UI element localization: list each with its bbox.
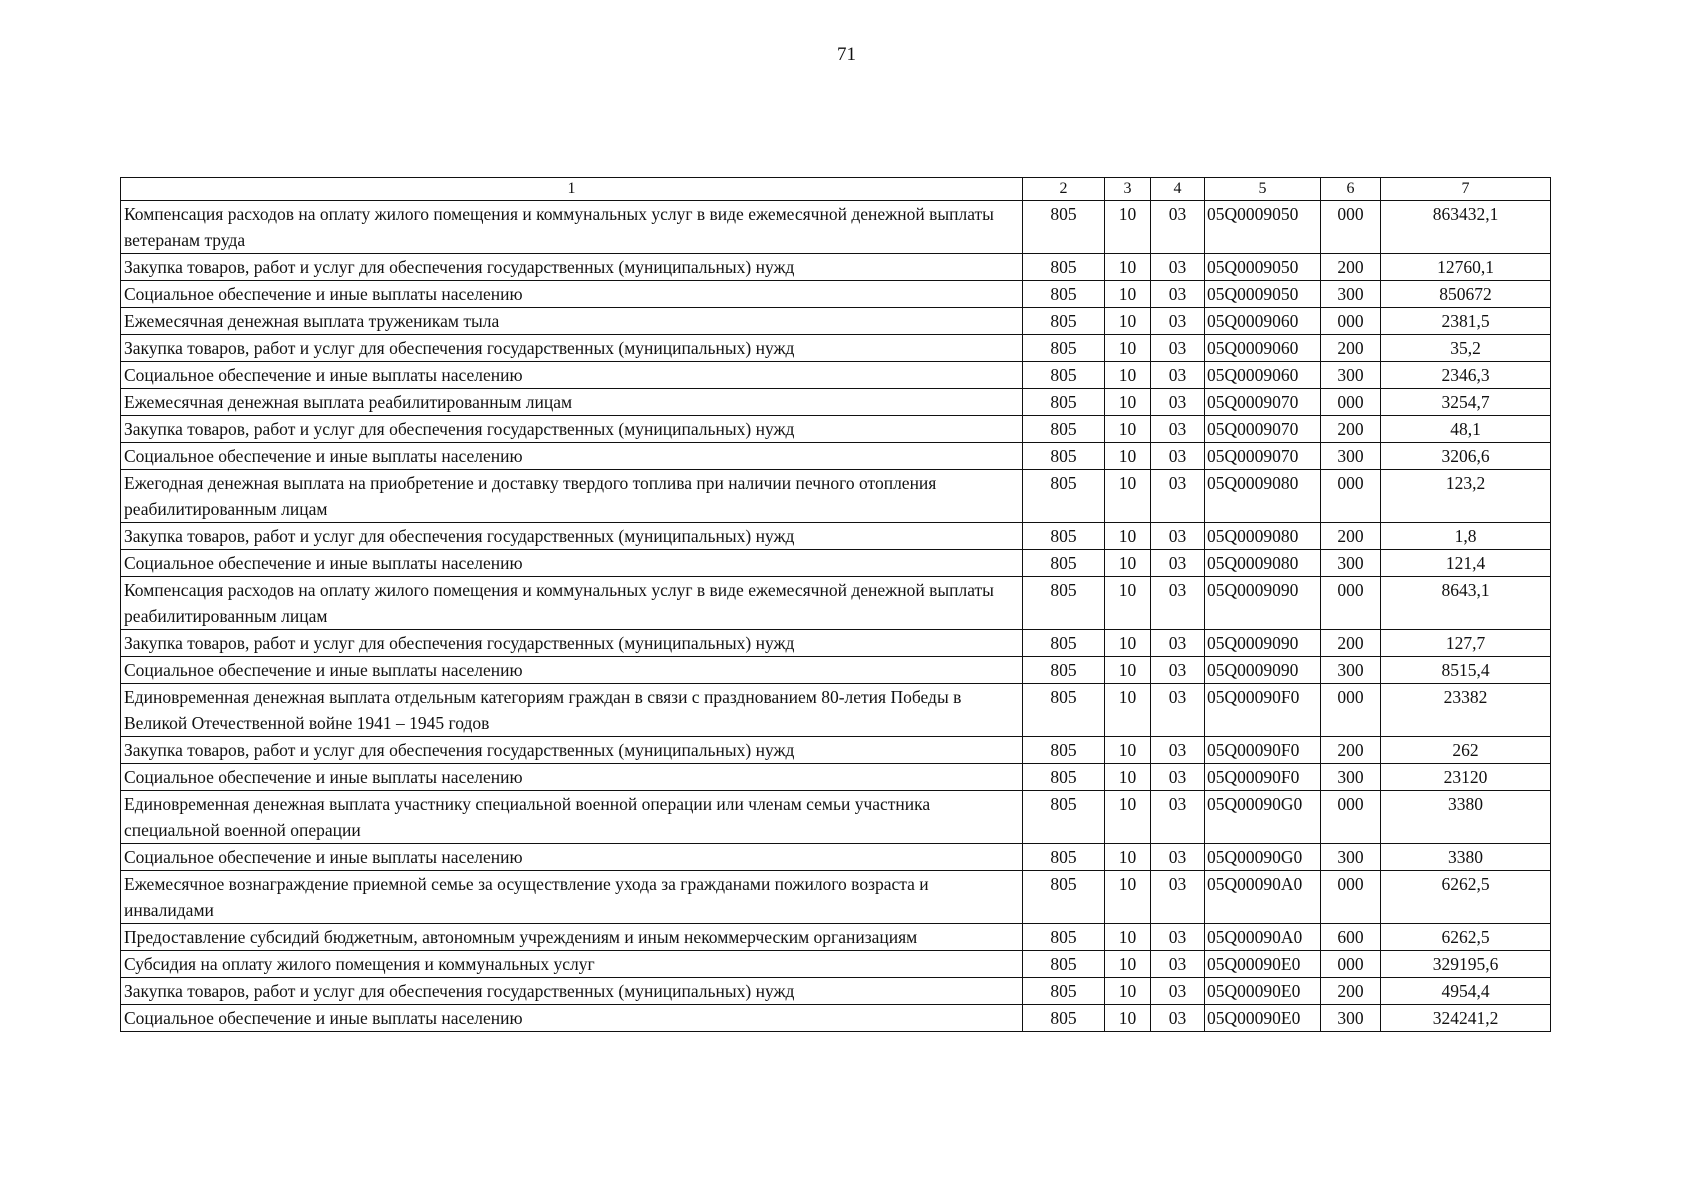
cell-section-code: 10	[1105, 684, 1151, 737]
cell-section-code: 10	[1105, 577, 1151, 630]
table-header-row	[121, 178, 1551, 201]
cell-subsection-code: 03	[1151, 254, 1205, 281]
cell-expense-name: Социальное обеспечение и иные выплаты населению	[121, 764, 1023, 791]
cell-expense-type-code: 300	[1321, 443, 1381, 470]
cell-subsection-code: 03	[1151, 791, 1205, 844]
cell-expense-name: Социальное обеспечение и иные выплаты населению	[121, 281, 1023, 308]
cell-expense-type-code: 000	[1321, 470, 1381, 523]
cell-target-article-code: 05Q0009060	[1205, 362, 1321, 389]
cell-section-code: 10	[1105, 201, 1151, 254]
cell-amount: 262	[1381, 737, 1551, 764]
cell-subsection-code: 03	[1151, 308, 1205, 335]
cell-subsection-code: 03	[1151, 630, 1205, 657]
cell-expense-type-code: 000	[1321, 308, 1381, 335]
cell-expense-type-code: 200	[1321, 523, 1381, 550]
cell-ministry-code: 805	[1023, 924, 1105, 951]
cell-ministry-code: 805	[1023, 871, 1105, 924]
cell-subsection-code: 03	[1151, 201, 1205, 254]
cell-section-code: 10	[1105, 924, 1151, 951]
cell-ministry-code: 805	[1023, 684, 1105, 737]
table-row	[121, 550, 1551, 577]
table-row	[121, 443, 1551, 470]
cell-target-article-code: 05Q0009060	[1205, 308, 1321, 335]
cell-target-article-code: 05Q00090E0	[1205, 978, 1321, 1005]
table-row	[121, 362, 1551, 389]
column-header-5: 5	[1205, 178, 1321, 201]
cell-target-article-code: 05Q0009060	[1205, 335, 1321, 362]
cell-subsection-code: 03	[1151, 737, 1205, 764]
cell-expense-name: Социальное обеспечение и иные выплаты населению	[121, 1005, 1023, 1032]
cell-subsection-code: 03	[1151, 951, 1205, 978]
cell-subsection-code: 03	[1151, 978, 1205, 1005]
cell-amount: 8643,1	[1381, 577, 1551, 630]
cell-section-code: 10	[1105, 978, 1151, 1005]
cell-amount: 3254,7	[1381, 389, 1551, 416]
column-header-2: 2	[1023, 178, 1105, 201]
cell-expense-type-code: 300	[1321, 362, 1381, 389]
cell-subsection-code: 03	[1151, 844, 1205, 871]
cell-ministry-code: 805	[1023, 657, 1105, 684]
cell-expense-type-code: 200	[1321, 254, 1381, 281]
cell-amount: 329195,6	[1381, 951, 1551, 978]
cell-amount: 121,4	[1381, 550, 1551, 577]
cell-expense-type-code: 300	[1321, 1005, 1381, 1032]
cell-target-article-code: 05Q00090F0	[1205, 764, 1321, 791]
cell-section-code: 10	[1105, 335, 1151, 362]
cell-target-article-code: 05Q00090A0	[1205, 871, 1321, 924]
table-row	[121, 308, 1551, 335]
cell-amount: 35,2	[1381, 335, 1551, 362]
column-header-4: 4	[1151, 178, 1205, 201]
table-row	[121, 416, 1551, 443]
cell-section-code: 10	[1105, 630, 1151, 657]
cell-ministry-code: 805	[1023, 550, 1105, 577]
budget-table	[120, 177, 1551, 1032]
table-row	[121, 978, 1551, 1005]
cell-expense-name: Социальное обеспечение и иные выплаты населению	[121, 362, 1023, 389]
column-header-6: 6	[1321, 178, 1381, 201]
cell-ministry-code: 805	[1023, 630, 1105, 657]
cell-expense-name: Социальное обеспечение и иные выплаты населению	[121, 844, 1023, 871]
column-header-7: 7	[1381, 178, 1551, 201]
cell-expense-name: Ежемесячное вознаграждение приемной семье за осуществление ухода за гражданами пожилого возраста и инвалидами	[121, 871, 1023, 924]
cell-expense-type-code: 200	[1321, 416, 1381, 443]
cell-amount: 23120	[1381, 764, 1551, 791]
cell-subsection-code: 03	[1151, 577, 1205, 630]
cell-section-code: 10	[1105, 1005, 1151, 1032]
cell-expense-name: Закупка товаров, работ и услуг для обеспечения государственных (муниципальных) нужд	[121, 737, 1023, 764]
cell-expense-name: Социальное обеспечение и иные выплаты населению	[121, 550, 1023, 577]
cell-expense-type-code: 300	[1321, 550, 1381, 577]
cell-ministry-code: 805	[1023, 1005, 1105, 1032]
cell-section-code: 10	[1105, 362, 1151, 389]
cell-expense-name: Социальное обеспечение и иные выплаты населению	[121, 443, 1023, 470]
cell-subsection-code: 03	[1151, 416, 1205, 443]
cell-amount: 48,1	[1381, 416, 1551, 443]
table-row	[121, 577, 1551, 630]
cell-expense-type-code: 000	[1321, 577, 1381, 630]
cell-section-code: 10	[1105, 871, 1151, 924]
cell-target-article-code: 05Q00090E0	[1205, 1005, 1321, 1032]
cell-target-article-code: 05Q00090G0	[1205, 844, 1321, 871]
cell-ministry-code: 805	[1023, 737, 1105, 764]
cell-expense-type-code: 300	[1321, 764, 1381, 791]
cell-amount: 123,2	[1381, 470, 1551, 523]
table-row	[121, 630, 1551, 657]
cell-subsection-code: 03	[1151, 684, 1205, 737]
cell-amount: 3380	[1381, 844, 1551, 871]
cell-amount: 4954,4	[1381, 978, 1551, 1005]
cell-target-article-code: 05Q0009070	[1205, 416, 1321, 443]
cell-expense-name: Закупка товаров, работ и услуг для обеспечения государственных (муниципальных) нужд	[121, 523, 1023, 550]
cell-expense-type-code: 000	[1321, 871, 1381, 924]
cell-subsection-code: 03	[1151, 871, 1205, 924]
cell-amount: 1,8	[1381, 523, 1551, 550]
cell-target-article-code: 05Q0009080	[1205, 523, 1321, 550]
cell-expense-name: Закупка товаров, работ и услуг для обеспечения государственных (муниципальных) нужд	[121, 978, 1023, 1005]
cell-expense-type-code: 000	[1321, 201, 1381, 254]
cell-amount: 850672	[1381, 281, 1551, 308]
cell-ministry-code: 805	[1023, 389, 1105, 416]
cell-section-code: 10	[1105, 416, 1151, 443]
table-body	[121, 201, 1551, 1032]
cell-expense-type-code: 300	[1321, 844, 1381, 871]
cell-ministry-code: 805	[1023, 201, 1105, 254]
cell-ministry-code: 805	[1023, 308, 1105, 335]
cell-amount: 2346,3	[1381, 362, 1551, 389]
table-row	[121, 764, 1551, 791]
cell-expense-type-code: 000	[1321, 951, 1381, 978]
cell-subsection-code: 03	[1151, 389, 1205, 416]
cell-subsection-code: 03	[1151, 550, 1205, 577]
cell-target-article-code: 05Q00090G0	[1205, 791, 1321, 844]
cell-ministry-code: 805	[1023, 281, 1105, 308]
table-row	[121, 924, 1551, 951]
table-row	[121, 951, 1551, 978]
cell-amount: 6262,5	[1381, 924, 1551, 951]
cell-expense-name: Закупка товаров, работ и услуг для обеспечения государственных (муниципальных) нужд	[121, 335, 1023, 362]
cell-subsection-code: 03	[1151, 281, 1205, 308]
column-header-1: 1	[121, 178, 1023, 201]
table-row	[121, 470, 1551, 523]
cell-expense-name: Закупка товаров, работ и услуг для обеспечения государственных (муниципальных) нужд	[121, 630, 1023, 657]
cell-amount: 2381,5	[1381, 308, 1551, 335]
cell-target-article-code: 05Q00090F0	[1205, 737, 1321, 764]
column-header-3: 3	[1105, 178, 1151, 201]
cell-target-article-code: 05Q0009050	[1205, 281, 1321, 308]
cell-section-code: 10	[1105, 281, 1151, 308]
table-row	[121, 871, 1551, 924]
cell-expense-name: Компенсация расходов на оплату жилого помещения и коммунальных услуг в виде ежемесячной денежной выплаты ветеранам труда	[121, 201, 1023, 254]
cell-ministry-code: 805	[1023, 844, 1105, 871]
table-row	[121, 844, 1551, 871]
table-row	[121, 523, 1551, 550]
cell-subsection-code: 03	[1151, 362, 1205, 389]
cell-section-code: 10	[1105, 550, 1151, 577]
cell-section-code: 10	[1105, 443, 1151, 470]
cell-subsection-code: 03	[1151, 764, 1205, 791]
cell-expense-name: Социальное обеспечение и иные выплаты населению	[121, 657, 1023, 684]
cell-expense-type-code: 000	[1321, 791, 1381, 844]
cell-expense-type-code: 600	[1321, 924, 1381, 951]
cell-expense-name: Ежемесячная денежная выплата труженикам тыла	[121, 308, 1023, 335]
table-row	[121, 389, 1551, 416]
table-row	[121, 657, 1551, 684]
cell-ministry-code: 805	[1023, 577, 1105, 630]
cell-target-article-code: 05Q0009070	[1205, 389, 1321, 416]
cell-expense-type-code: 000	[1321, 389, 1381, 416]
cell-section-code: 10	[1105, 254, 1151, 281]
cell-section-code: 10	[1105, 470, 1151, 523]
cell-section-code: 10	[1105, 523, 1151, 550]
cell-amount: 3206,6	[1381, 443, 1551, 470]
cell-ministry-code: 805	[1023, 791, 1105, 844]
cell-subsection-code: 03	[1151, 470, 1205, 523]
cell-expense-name: Субсидия на оплату жилого помещения и коммунальных услуг	[121, 951, 1023, 978]
cell-target-article-code: 05Q0009090	[1205, 630, 1321, 657]
cell-section-code: 10	[1105, 737, 1151, 764]
cell-ministry-code: 805	[1023, 335, 1105, 362]
table-row	[121, 335, 1551, 362]
cell-ministry-code: 805	[1023, 362, 1105, 389]
table-row	[121, 737, 1551, 764]
cell-section-code: 10	[1105, 951, 1151, 978]
cell-subsection-code: 03	[1151, 657, 1205, 684]
cell-ministry-code: 805	[1023, 470, 1105, 523]
cell-subsection-code: 03	[1151, 924, 1205, 951]
cell-ministry-code: 805	[1023, 951, 1105, 978]
cell-amount: 12760,1	[1381, 254, 1551, 281]
cell-target-article-code: 05Q00090A0	[1205, 924, 1321, 951]
cell-amount: 6262,5	[1381, 871, 1551, 924]
cell-subsection-code: 03	[1151, 335, 1205, 362]
cell-ministry-code: 805	[1023, 416, 1105, 443]
cell-subsection-code: 03	[1151, 523, 1205, 550]
cell-section-code: 10	[1105, 657, 1151, 684]
cell-target-article-code: 05Q0009070	[1205, 443, 1321, 470]
cell-target-article-code: 05Q0009080	[1205, 470, 1321, 523]
cell-amount: 863432,1	[1381, 201, 1551, 254]
cell-expense-type-code: 300	[1321, 657, 1381, 684]
cell-expense-name: Единовременная денежная выплата участнику специальной военной операции или членам семьи участника специальной военной операции	[121, 791, 1023, 844]
cell-subsection-code: 03	[1151, 1005, 1205, 1032]
cell-expense-type-code: 200	[1321, 630, 1381, 657]
cell-target-article-code: 05Q0009090	[1205, 657, 1321, 684]
cell-section-code: 10	[1105, 308, 1151, 335]
cell-expense-type-code: 300	[1321, 281, 1381, 308]
table-row	[121, 281, 1551, 308]
cell-expense-type-code: 000	[1321, 684, 1381, 737]
cell-target-article-code: 05Q0009090	[1205, 577, 1321, 630]
cell-expense-name: Ежегодная денежная выплата на приобретение и доставку твердого топлива при наличии печного отопления реабилитированным лицам	[121, 470, 1023, 523]
cell-subsection-code: 03	[1151, 443, 1205, 470]
cell-expense-name: Компенсация расходов на оплату жилого помещения и коммунальных услуг в виде ежемесячной денежной выплаты реабилитированным лицам	[121, 577, 1023, 630]
cell-section-code: 10	[1105, 791, 1151, 844]
cell-amount: 3380	[1381, 791, 1551, 844]
table-row	[121, 684, 1551, 737]
cell-ministry-code: 805	[1023, 523, 1105, 550]
cell-expense-name: Единовременная денежная выплата отдельным категориям граждан в связи с празднованием 80-летия Победы в Великой Отечественной войне 1941 – 1945 годов	[121, 684, 1023, 737]
cell-target-article-code: 05Q0009050	[1205, 254, 1321, 281]
cell-target-article-code: 05Q0009050	[1205, 201, 1321, 254]
cell-expense-name: Закупка товаров, работ и услуг для обеспечения государственных (муниципальных) нужд	[121, 254, 1023, 281]
cell-amount: 324241,2	[1381, 1005, 1551, 1032]
cell-section-code: 10	[1105, 389, 1151, 416]
cell-target-article-code: 05Q00090E0	[1205, 951, 1321, 978]
cell-expense-type-code: 200	[1321, 335, 1381, 362]
cell-amount: 23382	[1381, 684, 1551, 737]
cell-expense-name: Ежемесячная денежная выплата реабилитированным лицам	[121, 389, 1023, 416]
cell-ministry-code: 805	[1023, 443, 1105, 470]
cell-ministry-code: 805	[1023, 764, 1105, 791]
cell-target-article-code: 05Q0009080	[1205, 550, 1321, 577]
cell-ministry-code: 805	[1023, 978, 1105, 1005]
table-row	[121, 791, 1551, 844]
table-row	[121, 254, 1551, 281]
cell-ministry-code: 805	[1023, 254, 1105, 281]
cell-expense-name: Закупка товаров, работ и услуг для обеспечения государственных (муниципальных) нужд	[121, 416, 1023, 443]
cell-expense-type-code: 200	[1321, 737, 1381, 764]
page-number: 71	[837, 44, 856, 65]
cell-section-code: 10	[1105, 764, 1151, 791]
cell-section-code: 10	[1105, 844, 1151, 871]
cell-expense-name: Предоставление субсидий бюджетным, автономным учреждениям и иным некоммерческим организациям	[121, 924, 1023, 951]
cell-amount: 8515,4	[1381, 657, 1551, 684]
cell-expense-type-code: 200	[1321, 978, 1381, 1005]
table-row	[121, 1005, 1551, 1032]
cell-amount: 127,7	[1381, 630, 1551, 657]
table-row	[121, 201, 1551, 254]
cell-target-article-code: 05Q00090F0	[1205, 684, 1321, 737]
